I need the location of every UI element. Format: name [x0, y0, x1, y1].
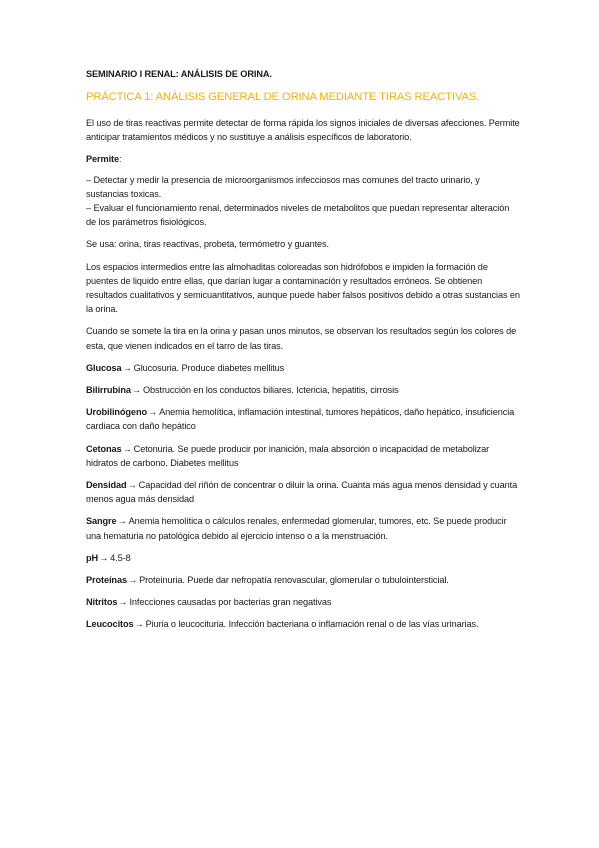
- param-name: Sangre: [86, 516, 117, 527]
- param-desc: 4.5-8: [110, 552, 131, 563]
- param-desc: Glucosuria. Produce diabetes mellitus: [133, 362, 285, 373]
- arrow-icon: →: [127, 480, 137, 491]
- param-nitritos: [86, 595, 520, 609]
- param-name: Proteínas: [86, 575, 127, 586]
- permite-colon: :: [119, 154, 122, 165]
- param-desc: Proteinuria. Puede dar nefropatía renovascular, glomerular o tubulointersticial.: [139, 575, 449, 586]
- param-proteinas: [86, 573, 520, 587]
- param-ph: [86, 551, 520, 565]
- param-desc: Anemia hemolítica o cálculos renales, enfermedad glomerular, tumores, etc. Se puede producir una hematuria no patológica debido al ejercicio intenso o a la menstruación.: [86, 516, 507, 541]
- param-desc: Anemia hemolítica, inflamación intestinal, tumores hepáticos, daño hepático, insuficiencia cardiaca con daño hepático: [86, 407, 515, 432]
- permite-heading: [86, 152, 520, 166]
- param-urobilinogeno: [86, 405, 520, 433]
- permite-list: [86, 173, 520, 230]
- permite-label: Permite: [86, 154, 120, 165]
- param-cetonas: [86, 442, 520, 470]
- param-name: Cetonas: [86, 443, 122, 454]
- param-name: Glucosa: [86, 362, 122, 373]
- param-desc: Capacidad del riñón de concentrar o diluir la orina. Cuanta más agua menos densidad y cuanta menos agua más densidad: [86, 480, 518, 505]
- param-leucocitos: [86, 617, 520, 631]
- param-name: Urobilinógeno: [86, 407, 147, 418]
- practice-title: PRÁCTICA 1: ANÁLISIS GENERAL DE ORINA MEDIANTE TIRAS REACTIVAS.: [86, 91, 480, 103]
- param-desc: Piuria o leucocituria. Infección bacteriana o inflamación renal o de las vías urinarias.: [145, 619, 479, 630]
- permite-item-2: – Evaluar el funcionamiento renal, determinados niveles de metabolitos que puedan representar alteración de los parámetros fisiológicos.: [86, 203, 510, 228]
- arrow-icon: →: [118, 597, 128, 608]
- espacios-paragraph: Los espacios intermedios entre las almohaditas coloreadas son hidrófobos e impiden la formación de puentes de liquido entre ellas, que darían lugar a contaminación y resultados erróneos. Se obtienen resultados cualitativos y semicuantitativos, aunque puede haber falsos positivos debido a otras sustancias en la orina.: [86, 261, 520, 315]
- arrow-icon: →: [99, 552, 109, 563]
- param-densidad: [86, 478, 520, 506]
- arrow-icon: →: [117, 516, 127, 527]
- document-header: SEMINARIO I RENAL: ANÁLISIS DE ORINA.: [86, 69, 272, 79]
- arrow-icon: →: [122, 362, 132, 373]
- param-name: Nitritos: [86, 597, 118, 608]
- param-name: Bilirrubina: [86, 385, 131, 396]
- arrow-icon: →: [131, 385, 141, 396]
- arrow-icon: →: [147, 407, 158, 418]
- param-name: pH: [86, 552, 99, 563]
- param-name: Densidad: [86, 480, 127, 491]
- document-page: [86, 68, 520, 640]
- param-bilirrubina: [86, 383, 520, 397]
- param-desc: Obstrucción en los conductos biliares. Ictericia, hepatitis, cirrosis: [142, 385, 399, 396]
- cuando-paragraph: Cuando se somete la tira en la orina y pasan unos minutos, se observan los resultados según los colores de esta, que vienen indicados en el tarro de las tiras.: [86, 326, 517, 351]
- param-sangre: [86, 514, 520, 542]
- param-desc: Infecciones causadas por bacterias gran negativas: [129, 597, 332, 608]
- param-desc: Cetonuria. Se puede producir por inanición, mala absorción o incapacidad de metabolizar hidratos de carbono. Diabetes mellitus: [86, 443, 490, 468]
- arrow-icon: →: [127, 575, 138, 586]
- arrow-icon: →: [134, 619, 144, 630]
- arrow-icon: →: [122, 443, 132, 454]
- permite-item-1: – Detectar y medir la presencia de microorganismos infecciosos mas comunes del tracto urinario, y sustancias toxicas.: [86, 174, 480, 199]
- intro-paragraph: El uso de tiras reactivas permite detectar de forma rápida los signos iniciales de diversas afecciones. Permite anticipar tratamientos médicos y no sustituye a análisis específicos de laboratorio.: [86, 118, 520, 143]
- se-usa-paragraph: Se usa: orina, tiras reactivas, probeta, termómetro y guantes.: [86, 239, 330, 250]
- param-glucosa: [86, 361, 520, 375]
- param-name: Leucocitos: [86, 619, 134, 630]
